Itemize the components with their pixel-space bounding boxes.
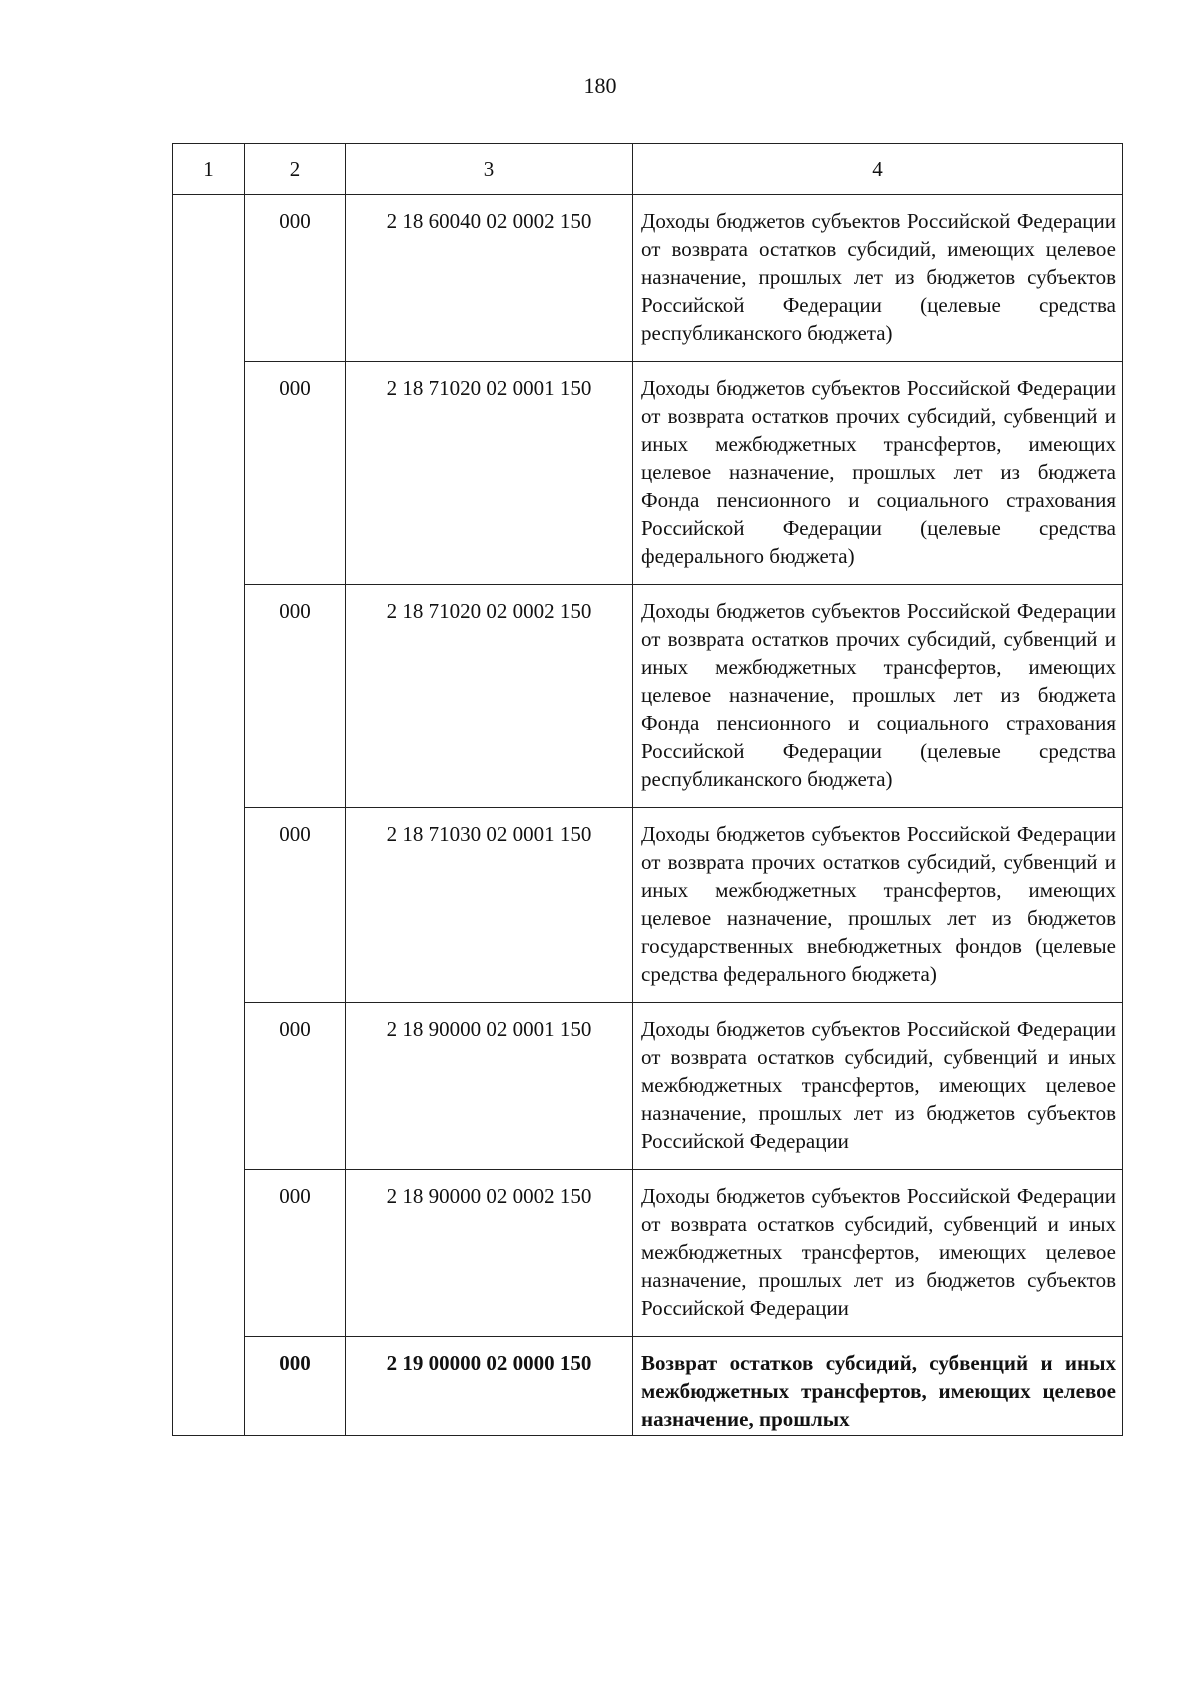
admin-code-cell: 000	[245, 808, 346, 1003]
row-cell-col1	[173, 362, 245, 585]
description-cell: Доходы бюджетов субъектов Российской Федерации от возврата остатков субсидий, субвенций и иных межбюджетных трансфертов, имеющих целевое назначение, прошлых лет из бюджетов субъектов Российской Федерации	[633, 1170, 1123, 1337]
admin-code-cell: 000	[245, 195, 346, 362]
description-cell: Возврат остатков субсидий, субвенций и иных межбюджетных трансфертов, имеющих целевое назначение, прошлых	[633, 1337, 1123, 1436]
admin-code-cell: 000	[245, 362, 346, 585]
budget-code-cell: 2 18 71020 02 0002 150	[346, 585, 633, 808]
row-cell-col1	[173, 1337, 245, 1436]
page-number: 180	[583, 73, 617, 98]
table-row	[173, 1170, 1123, 1337]
table-row	[173, 808, 1123, 1003]
header-col-1: 1	[173, 144, 245, 195]
table-row-bold	[173, 1337, 1123, 1436]
table-header-row	[173, 144, 1123, 195]
description-cell: Доходы бюджетов субъектов Российской Федерации от возврата прочих остатков субсидий, субвенций и иных межбюджетных трансфертов, имеющих целевое назначение, прошлых лет из бюджетов государственных внебюджетных фондов (целевые средства федерального бюджета)	[633, 808, 1123, 1003]
budget-code-cell: 2 18 60040 02 0002 150	[346, 195, 633, 362]
description-cell: Доходы бюджетов субъектов Российской Федерации от возврата остатков субсидий, имеющих целевое назначение, прошлых лет из бюджетов субъектов Российской Федерации (целевые средства республиканского бюджета)	[633, 195, 1123, 362]
admin-code-cell: 000	[245, 1337, 346, 1436]
budget-code-cell: 2 18 90000 02 0002 150	[346, 1170, 633, 1337]
table-row	[173, 362, 1123, 585]
budget-code-cell: 2 18 71030 02 0001 150	[346, 808, 633, 1003]
budget-classification-table	[172, 143, 1123, 1436]
description-cell: Доходы бюджетов субъектов Российской Федерации от возврата остатков субсидий, субвенций и иных межбюджетных трансфертов, имеющих целевое назначение, прошлых лет из бюджетов субъектов Российской Федерации	[633, 1003, 1123, 1170]
table-row	[173, 195, 1123, 362]
admin-code-cell: 000	[245, 1003, 346, 1170]
header-col-3: 3	[346, 144, 633, 195]
admin-code-cell: 000	[245, 1170, 346, 1337]
row-cell-col1	[173, 195, 245, 362]
header-col-4: 4	[633, 144, 1123, 195]
table-row	[173, 1003, 1123, 1170]
row-cell-col1	[173, 808, 245, 1003]
budget-code-cell: 2 18 90000 02 0001 150	[346, 1003, 633, 1170]
budget-code-cell: 2 18 71020 02 0001 150	[346, 362, 633, 585]
table-body	[173, 195, 1123, 1436]
budget-code-cell: 2 19 00000 02 0000 150	[346, 1337, 633, 1436]
description-cell: Доходы бюджетов субъектов Российской Федерации от возврата остатков прочих субсидий, субвенций и иных межбюджетных трансфертов, имеющих целевое назначение, прошлых лет из бюджета Фонда пенсионного и социального страхования Российской Федерации (целевые средства федерального бюджета)	[633, 362, 1123, 585]
table-row	[173, 585, 1123, 808]
row-cell-col1	[173, 585, 245, 808]
header-col-2: 2	[245, 144, 346, 195]
row-cell-col1	[173, 1170, 245, 1337]
description-cell: Доходы бюджетов субъектов Российской Федерации от возврата остатков прочих субсидий, субвенций и иных межбюджетных трансфертов, имеющих целевое назначение, прошлых лет из бюджета Фонда пенсионного и социального страхования Российской Федерации (целевые средства республиканского бюджета)	[633, 585, 1123, 808]
row-cell-col1	[173, 1003, 245, 1170]
admin-code-cell: 000	[245, 585, 346, 808]
